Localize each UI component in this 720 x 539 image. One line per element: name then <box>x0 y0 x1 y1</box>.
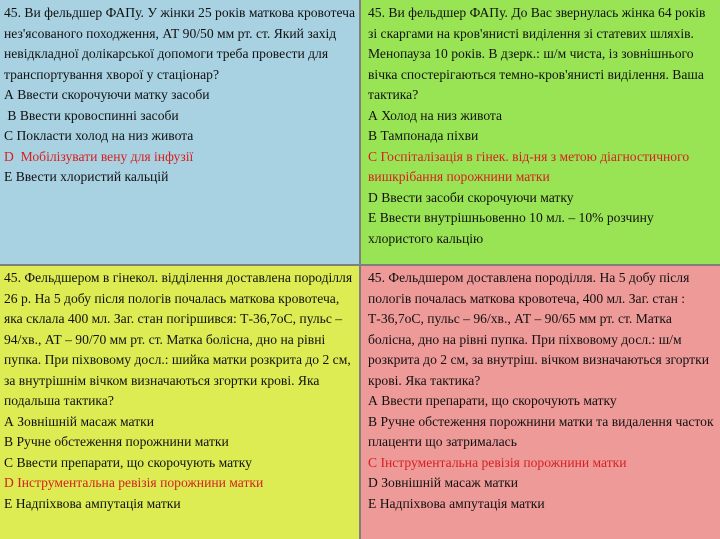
answer-option-a: А Ввести скорочуючи матку засоби <box>4 87 210 102</box>
answer-option-e: Е Ввести хлористий кальцій <box>4 169 169 184</box>
answer-option-e: Е Надпіхвова ампутація матки <box>368 495 545 511</box>
answer-option-b: В Ввести кровоспинні засоби <box>4 107 179 123</box>
question-text: 45. Фельдшером в гінекол. відділення доставлена породілля 26 р. На 5 добу після пологів почалась маткова кровотеча, яка склала 400 мл. Заг. стан погіршився: Т-36,7оС, пульс – 94/хв., АТ – 90/70 мм рт. ст. Матка болісна, дно на рівні пупка. При піхвовому досл.: шийка матки розкрита до 2 см, за внутрішнім вічком визначаються згортки крові. Яка подальша тактика? <box>4 270 353 408</box>
answer-option-b: В Ручне обстеження порожнини матки <box>4 434 229 449</box>
answer-option-c-correct: С Госпіталізація в гінек. від-ня з метою діагностичного вишкрібання порожнини матки <box>368 148 690 184</box>
question-text: 45. Ви фельдшер ФАПу. До Вас звернулась жінка 64 років зі скаргами на кров'янисті виділення зі статевих шляхів. Менопауза 10 років. В дзерк.: ш/м чиста, із зовнішнього вічка спостерігаються темно-кров'янисті виділення. Ваша тактика? <box>368 5 706 102</box>
answer-option-d-correct: D Інструментальна ревізія порожнини матки <box>4 475 264 490</box>
answer-option-c-correct: С Інструментальна ревізія порожнини матки <box>368 454 627 470</box>
question-text: 45. Ви фельдшер ФАПу. У жінки 25 років маткова кровотеча нез'ясованого походження, АТ 90/50 мм рт. ст. Який захід невідкладної долікарської допомоги треба провести для транспортування хворої у стаціонар? <box>4 5 356 82</box>
answer-option-d: D Зовнішній масаж матки <box>368 475 519 490</box>
answer-option-c: С Покласти холод на низ живота <box>4 128 194 143</box>
answer-option-e: Е Ввести внутрішньовенно 10 мл. – 10% розчину хлористого кальцію <box>368 210 654 246</box>
answer-option-a: А Холод на низ живота <box>368 107 503 123</box>
answer-option-d-correct: D Мобілізувати вену для інфузії <box>4 148 194 164</box>
question-card-top-left <box>0 0 359 264</box>
answer-option-b: В Тампонада піхви <box>368 128 479 143</box>
question-card-top-right <box>361 0 720 264</box>
answer-option-c: С Ввести препарати, що скорочують матку <box>4 454 252 470</box>
answer-option-d: D Ввести засоби скорочуючи матку <box>368 189 574 205</box>
answer-option-e: Е Надпіхвова ампутація матки <box>4 495 181 511</box>
question-text: 45. Фельдшером доставлена породілля. На 5 добу після пологів почалась маткова кровотеча, 400 мл. Заг. стан : Т-36,7оС, пульс – 96/хв., АТ – 90/65 мм рт. ст. Матка болісна, дно на рівні пупка. При піхвовому досл.: ш/м розкрита до 2 см, за внутріш. вічком визначаються згортки крові. Яка тактика? <box>368 270 709 388</box>
answer-option-a: А Ввести препарати, що скорочують матку <box>368 393 617 408</box>
question-card-bottom-left <box>0 266 359 539</box>
question-card-bottom-right <box>361 266 720 539</box>
answer-option-a: А Зовнішній масаж матки <box>4 413 155 429</box>
answer-option-b: В Ручне обстеження порожнини матки та видалення часток плаценти що затрималась <box>368 413 714 449</box>
